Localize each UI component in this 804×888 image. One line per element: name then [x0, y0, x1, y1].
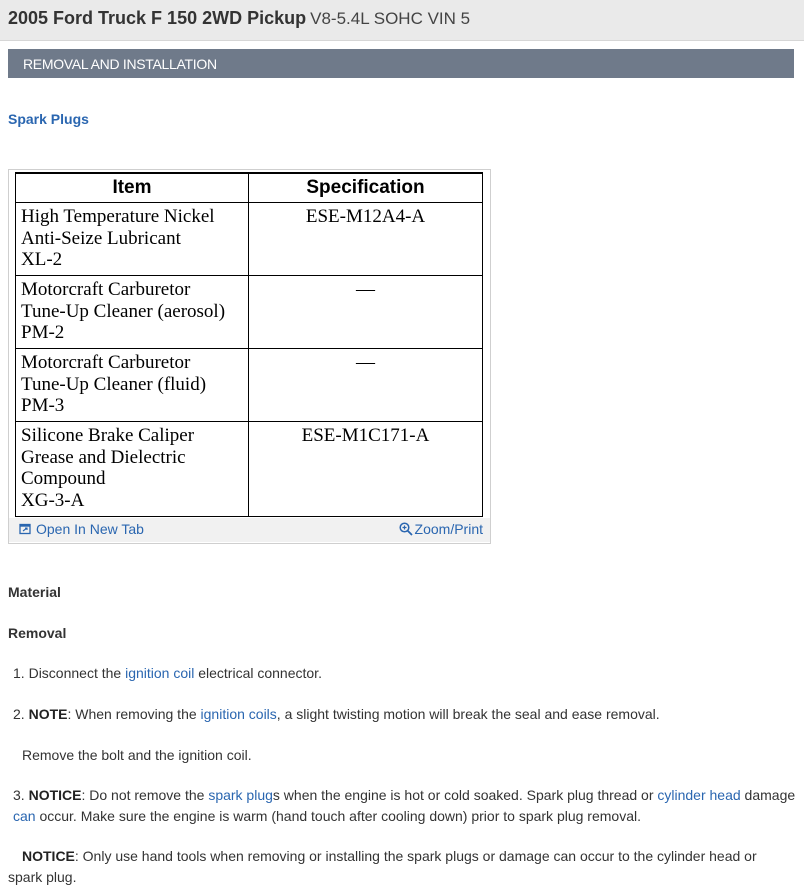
ignition-coil-link[interactable]: ignition coil: [125, 665, 195, 681]
notice-label: NOTICE: [28, 787, 82, 803]
table-row: [16, 422, 483, 517]
step-text: s when the engine is hot or cold soaked. Spark plug thread or: [272, 787, 658, 803]
item-line: High Temperature Nickel: [21, 206, 215, 227]
section-bar: [8, 49, 794, 78]
table-row: [16, 349, 483, 422]
item-line: Grease and Dielectric: [21, 446, 186, 468]
spark-plug-link[interactable]: spark plug: [208, 787, 273, 803]
step-number: 3.: [13, 787, 25, 803]
step-text: Disconnect the: [28, 665, 126, 681]
zoom-print-link[interactable]: [399, 521, 483, 539]
item-line: Silicone Brake Caliper: [21, 425, 195, 446]
item-cell: [16, 422, 249, 517]
step-number: 2.: [13, 706, 25, 722]
removal-heading: Removal: [8, 625, 67, 641]
table-row: [16, 276, 483, 349]
can-link[interactable]: can: [13, 808, 36, 824]
vehicle-title: 2005 Ford Truck F 150 2WD Pickup: [8, 8, 307, 28]
column-header-item: Item: [16, 173, 249, 203]
spec-table: [15, 172, 483, 517]
spec-cell: ESE-M12A4-A: [249, 203, 483, 276]
zoom-icon: [399, 522, 413, 539]
material-heading: Material: [8, 584, 61, 600]
item-line: XG-3-A: [21, 489, 85, 511]
open-new-tab-icon: [19, 522, 31, 538]
item-line: Motorcraft Carburetor: [21, 279, 191, 300]
item-line: Tune-Up Cleaner (fluid): [21, 373, 207, 395]
item-line: Compound: [21, 468, 106, 489]
step-text: damage: [740, 787, 796, 803]
cylinder-head-link[interactable]: cylinder head: [657, 787, 741, 803]
step-1: [13, 663, 803, 684]
item-cell: [16, 276, 249, 349]
page-title: [8, 8, 470, 29]
item-cell: [16, 349, 249, 422]
spec-cell: —: [249, 349, 483, 422]
step-2-instruction: Remove the bolt and the ignition coil.: [22, 747, 252, 763]
spark-plugs-link[interactable]: Spark Plugs: [8, 111, 89, 127]
table-row: [16, 203, 483, 276]
step-2: [13, 704, 803, 725]
page-header: [0, 0, 804, 41]
engine-subtitle: V8-5.4L SOHC VIN 5: [310, 9, 471, 28]
item-line: Motorcraft Carburetor: [21, 352, 191, 373]
spec-cell: ESE-M1C171-A: [249, 422, 483, 517]
item-line: PM-3: [21, 395, 65, 416]
step-text: occur. Make sure the engine is warm (hand touch after cooling down) prior to spark plug removal.: [35, 808, 641, 824]
note-label: NOTE: [28, 706, 68, 722]
step-number: 1.: [13, 665, 25, 681]
open-in-new-tab-label: Open In New Tab: [36, 521, 144, 537]
item-cell: [16, 203, 249, 276]
step-3-notice: [8, 846, 778, 888]
table-header-row: [16, 173, 483, 203]
step-text: : When removing the: [67, 706, 201, 722]
item-line: Tune-Up Cleaner (aerosol): [21, 300, 226, 322]
section-title: REMOVAL AND INSTALLATION: [23, 56, 217, 72]
figure-toolbar: [9, 518, 490, 542]
column-header-specification: Specification: [249, 173, 483, 203]
notice-text: : Only use hand tools when removing or installing the spark plugs or damage can occur to the cylinder head or spark plug.: [8, 848, 757, 885]
open-in-new-tab-link[interactable]: [19, 521, 144, 538]
step-text: : Do not remove the: [81, 787, 209, 803]
step-text: electrical connector.: [194, 665, 322, 681]
item-line: XL-2: [21, 249, 63, 270]
notice-label: NOTICE: [22, 848, 75, 864]
item-line: PM-2: [21, 322, 65, 343]
spec-figure: [8, 169, 491, 544]
spec-cell: —: [249, 276, 483, 349]
ignition-coils-link[interactable]: ignition coils: [200, 706, 277, 722]
step-text: , a slight twisting motion will break the seal and ease removal.: [276, 706, 660, 722]
step-3: [13, 785, 796, 827]
zoom-print-label: Zoom/Print: [414, 521, 483, 537]
item-line: Anti-Seize Lubricant: [21, 227, 181, 249]
